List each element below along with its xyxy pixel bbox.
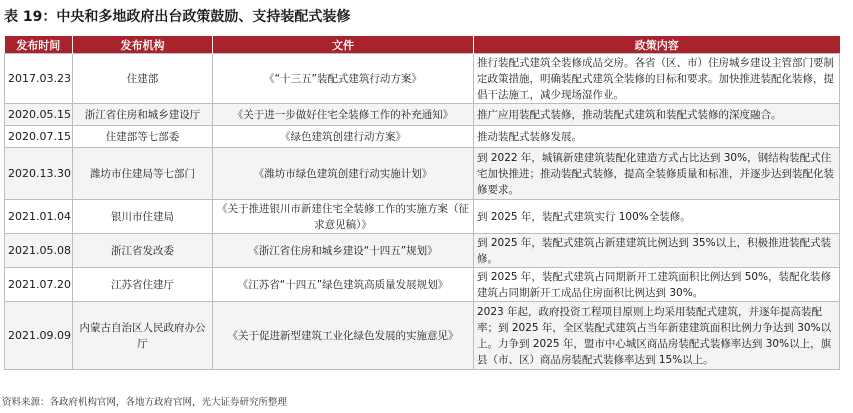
- cell-content: 推动装配式装修发展。: [474, 126, 840, 148]
- cell-agency: 住建部等七部委: [73, 126, 213, 148]
- cell-date: 2020.13.30: [5, 148, 73, 200]
- cell-content: 2023 年起，政府投资工程项目原则上均采用装配式建筑，并逐年提高装配率；到 2025 年，全区装配式建筑占当年新建建筑面积比例力争达到 30%以上。力争到 2025 年，盟市中心城区商品房装配式装修率达到 30%以上，旗县（市、区）商品房装配式装修率达到 15%以上。: [474, 302, 840, 370]
- table-row: [5, 126, 840, 148]
- table-row: [5, 104, 840, 126]
- header-document: 文件: [213, 36, 474, 54]
- table-row: [5, 302, 840, 370]
- table-row: [5, 234, 840, 268]
- table-row: [5, 268, 840, 302]
- cell-content: 推行装配式建筑全装修成品交房。各省（区、市）住房城乡建设主管部门要制定政策措施，明确装配式建筑全装修的目标和要求。加快推进装配化装修，提倡干法施工，减少现场湿作业。: [474, 54, 840, 104]
- cell-document: 《江苏省“十四五”绿色建筑高质量发展规划》: [213, 268, 474, 302]
- cell-date: 2021.01.04: [5, 200, 73, 234]
- cell-agency: 银川市住建局: [73, 200, 213, 234]
- header-agency: 发布机构: [73, 36, 213, 54]
- table-header-row: [5, 36, 840, 54]
- table-row: [5, 148, 840, 200]
- table-row: [5, 54, 840, 104]
- cell-agency: 内蒙古自治区人民政府办公厅: [73, 302, 213, 370]
- cell-agency: 江苏省住建厅: [73, 268, 213, 302]
- table-title: 表 19：中央和多地政府出台政策鼓励、支持装配式装修: [4, 9, 351, 25]
- cell-agency: 浙江省住房和城乡建设厅: [73, 104, 213, 126]
- source-note: 资料来源：各政府机构官网，各地方政府官网，光大证券研究所整理: [2, 397, 288, 408]
- cell-document: 《浙江省住房和城乡建设“十四五”规划》: [213, 234, 474, 268]
- cell-content: 到 2025 年，装配式建筑占同期新开工建筑面积比例达到 50%，装配化装修建筑占同期新开工成品住房面积比例达到 30%。: [474, 268, 840, 302]
- header-content: 政策内容: [474, 36, 840, 54]
- cell-agency: 浙江省发改委: [73, 234, 213, 268]
- cell-date: 2020.05.15: [5, 104, 73, 126]
- cell-date: 2021.07.20: [5, 268, 73, 302]
- cell-agency: 住建部: [73, 54, 213, 104]
- cell-content: 到 2025 年，装配式建筑实行 100%全装修。: [474, 200, 840, 234]
- cell-document: 《潍坊市绿色建筑创建行动实施计划》: [213, 148, 474, 200]
- header-date: 发布时间: [5, 36, 73, 54]
- cell-agency: 潍坊市住建局等七部门: [73, 148, 213, 200]
- cell-document: 《关于推进银川市新建住宅全装修工作的实施方案（征求意见稿）》: [213, 200, 474, 234]
- cell-date: 2021.05.08: [5, 234, 73, 268]
- cell-document: 《关于进一步做好住宅全装修工作的补充通知》: [213, 104, 474, 126]
- cell-content: 到 2022 年，城镇新建建筑装配化建造方式占比达到 30%，钢结构装配式住宅加快推进；推动装配式装修，提高全装修质量和标准，并逐步达到装配化装修要求。: [474, 148, 840, 200]
- cell-date: 2021.09.09: [5, 302, 73, 370]
- cell-document: 《关于促进新型建筑工业化绿色发展的实施意见》: [213, 302, 474, 370]
- cell-date: 2020.07.15: [5, 126, 73, 148]
- cell-document: 《绿色建筑创建行动方案》: [213, 126, 474, 148]
- cell-content: 推广应用装配式装修，推动装配式建筑和装配式装修的深度融合。: [474, 104, 840, 126]
- cell-document: 《“十三五”装配式建筑行动方案》: [213, 54, 474, 104]
- cell-content: 到 2025 年，装配式建筑占新建建筑比例达到 35%以上，积极推进装配式装修。: [474, 234, 840, 268]
- table-row: [5, 200, 840, 234]
- cell-date: 2017.03.23: [5, 54, 73, 104]
- policy-table: [4, 36, 840, 370]
